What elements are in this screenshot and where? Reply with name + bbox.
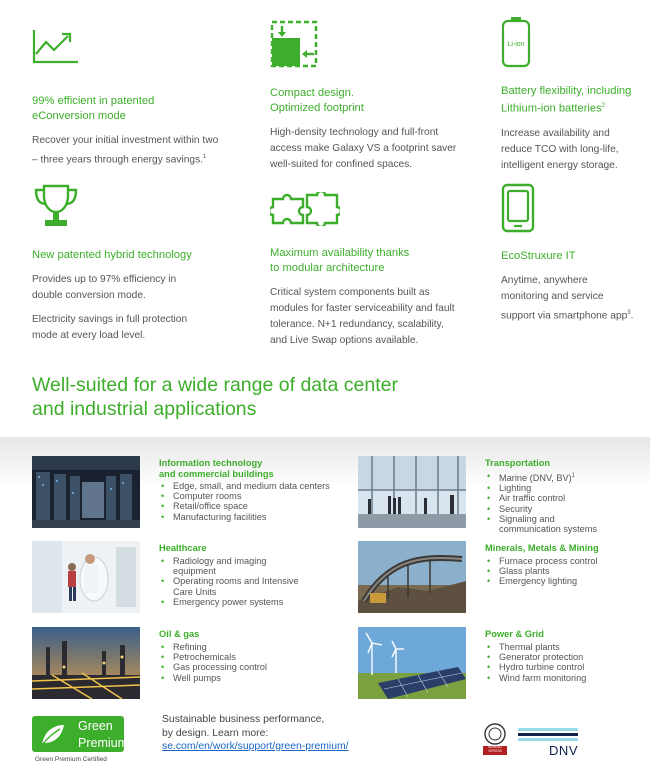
application-list [159,481,349,522]
datacenter-photo [32,456,140,528]
green-premium-link[interactable]: se.com/en/work/support/green-premium/ [162,741,349,752]
feature-title: Battery flexibility, including Lithium-ion batteries$^2$ [501,85,632,115]
feature-body: Recover your initial investment within two – three years through energy savings.$^1$ [32,135,219,166]
list-item: • Refining [159,642,349,652]
feature-compact [270,20,480,173]
footer-text: Sustainable business performance, by design. Learn more: se.com/en/work/support/green-premium/ [162,714,349,752]
list-item: • Air traffic control [485,493,645,503]
list-item: • Marine (DNV, BV)$^1$ [485,471,645,483]
list-item-continuation: equipment [173,566,216,577]
list-item: • Thermal plants [485,642,645,652]
feature-body: Increase availability and reduce TCO with long-life, intelligent energy storage. [501,127,619,171]
application-title: Transportation [485,458,551,468]
puzzle-icon [270,192,480,234]
feature-title: Maximum availability thanks to modular architecture [270,247,410,274]
list-item: • Emergency power systems [159,597,349,607]
list-item: • Computer rooms [159,491,349,501]
list-item: • Signaling and [485,514,645,524]
feature-body: Anytime, anywhere monitoring and service support via smartphone app$^3$. [501,275,634,322]
feature-ecostruxure [501,183,646,324]
compact-footprint-icon [270,20,480,74]
application-title: Minerals, Metals & Mining [485,543,599,553]
application-title: Information technology and commercial buildings [159,458,274,479]
airport-photo [358,456,466,528]
leaf-icon [40,721,66,747]
feature-title: Compact design. Optimized footprint [270,87,364,114]
list-item: • Emergency lighting [485,576,645,586]
feature-efficiency [32,28,232,168]
smartphone-icon [501,183,646,237]
application-list [159,556,349,607]
green-premium-label: Green Premium™ [78,719,136,751]
list-item-continuation: communication systems [499,524,598,535]
list-item: • Radiology and imaging [159,556,349,566]
application-title: Power & Grid [485,629,544,639]
feature-title: 99% efficient in patented eConversion mode [32,95,155,122]
feature-title: EcoStruxure IT [501,250,576,262]
application-title: Oil & gas [159,629,200,639]
list-item: • Well pumps [159,673,349,683]
feature-body: Critical system components built as modules for faster serviceability and fault tolerance. N+1 redundancy, scalability, and Live Swap options available. [270,287,455,346]
list-item: • Generator protection [485,652,645,662]
battery-label: Li-ion [507,41,525,48]
green-premium-badge [32,716,136,752]
mining-photo [358,541,466,613]
feature-modular [270,192,480,349]
list-item: • Wind farm monitoring [485,673,645,683]
list-item: • Operating rooms and Intensive [159,576,349,586]
list-item: • Petrochemicals [159,652,349,662]
dnv-logo: DNV [518,728,578,757]
list-item: • Furnace process control [485,556,645,566]
feature-body: High-density technology and full-front access make Galaxy VS a footprint saver well-suited for confined spaces. [270,127,457,170]
application-list [485,471,645,534]
list-item: • Manufacturing facilities [159,512,349,522]
trending-up-icon [32,28,232,82]
bv-text-bottom: VERITAS [488,749,502,753]
wind-solar-photo [358,627,466,699]
bureau-veritas-logo [480,722,510,761]
application-title: Healthcare [159,543,207,553]
feature-body: Provides up to 97% efficiency in double conversion mode. Electricity savings in full protection mode at every load level. [32,274,188,341]
list-item: • Gas processing control [159,662,349,672]
application-list [485,642,645,683]
application-list [159,642,349,683]
bv-text-top: BUREAU [488,745,502,749]
healthcare-photo [32,541,140,613]
list-item: • Glass plants [485,566,645,576]
battery-icon [501,16,641,72]
trophy-icon [32,182,232,236]
list-item: • Hydro turbine control [485,662,645,672]
refinery-photo [32,627,140,699]
list-item: • Lighting [485,483,645,493]
list-item: • Edge, small, and medium data centers [159,481,349,491]
application-list [485,556,645,587]
feature-battery [501,16,641,174]
list-item: • Retail/office space [159,501,349,511]
feature-title: New patented hybrid technology [32,249,192,261]
section-title: Well-suited for a wide range of data center and industrial applications [32,374,399,420]
green-premium-certified: Green Premium Certified [35,756,107,763]
feature-hybrid [32,182,232,344]
list-item: • Security [485,504,645,514]
list-item-continuation: Care Units [173,586,217,597]
